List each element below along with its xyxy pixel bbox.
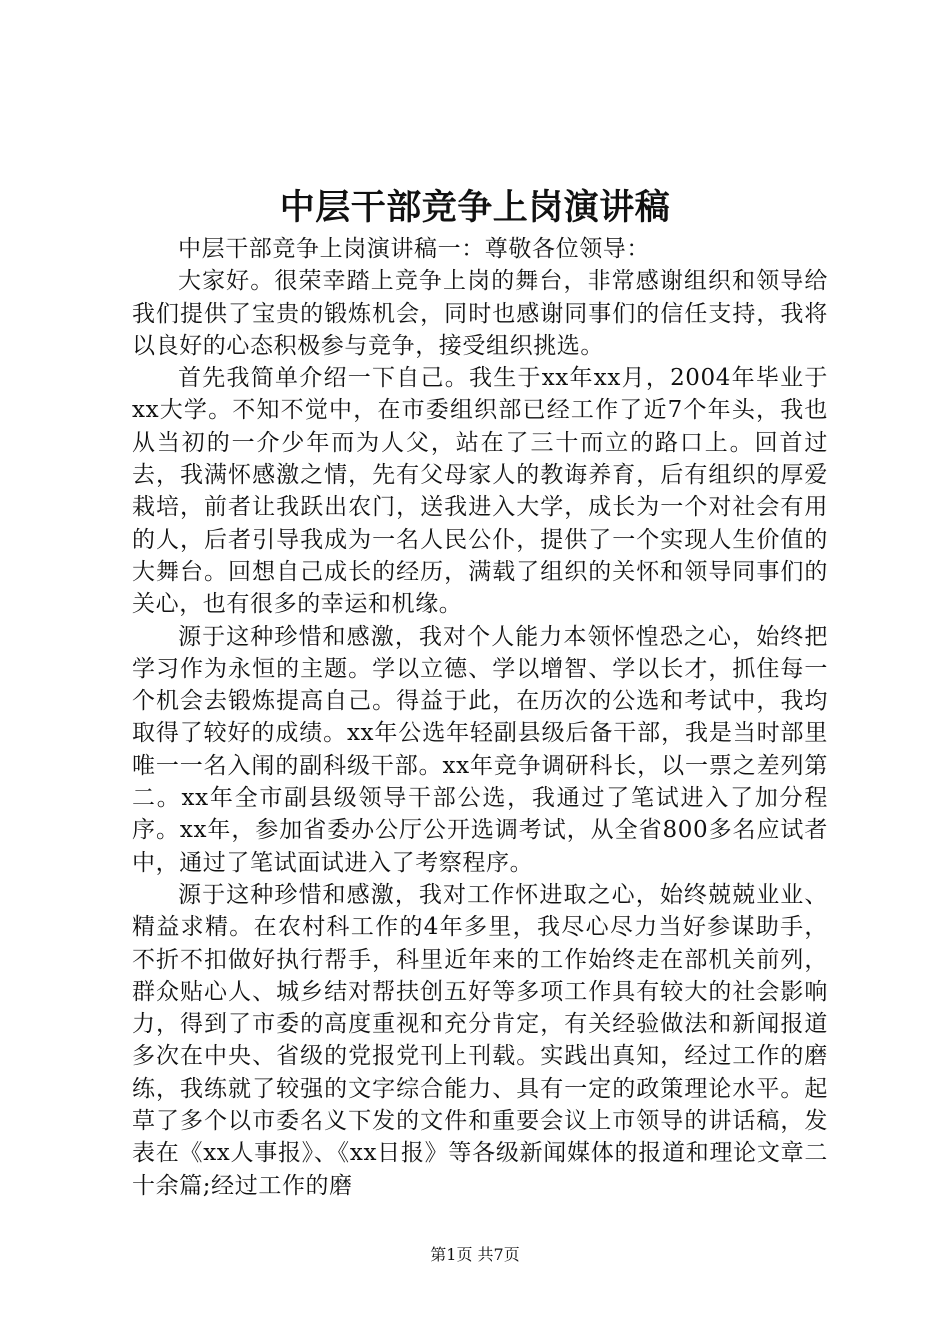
paragraph-greeting: 中层干部竞争上岗演讲稿一：尊敬各位领导： — [178, 236, 650, 262]
document-body — [132, 233, 828, 1202]
paragraph-self-introduction: 首先我简单介绍一下自己。我生于xx年xx月，2004年毕业于xx大学。不知不觉中，在市委组织部已经工作了近7个年头，我也从当初的一介少年而为人父，站在了三十而立的路口上。回首过去，我满怀感激之情，先有父母家人的教诲养育，后有组织的厚爱栽培，前者让我跃出农门，送我进入大学，成长为一个对社会有用的人，后者引导我成为一名人民公仆，提供了一个实现人生价值的大舞台。回想自己成长的经历，满载了组织的关怀和领导同事们的关心，也有很多的幸运和机缘。 — [132, 365, 828, 618]
paragraph-work: 源于这种珍惜和感激，我对工作怀进取之心，始终兢兢业业、精益求精。在农村科工作的4年多里，我尽心尽力当好参谋助手，不折不扣做好执行帮手，科里近年来的工作始终走在部机关前列，群众贴心人、城乡结对帮扶创五好等多项工作具有较大的社会影响力，得到了市委的高度重视和充分肯定，有关经验做法和新闻报道多次在中央、省级的党报党刊上刊载。实践出真知，经过工作的磨练，我练就了较强的文字综合能力、具有一定的政策理论水平。起草了多个以市委名义下发的文件和重要会议上市领导的讲话稿，发表在《xx人事报》、《xx日报》等各级新闻媒体的报道和理论文章二十余篇;经过工作的磨 — [132, 881, 828, 1199]
document-title: 中层干部竞争上岗演讲稿 — [279, 187, 671, 228]
page-number-footer: 第1页 共7页 — [430, 1245, 520, 1264]
paragraph-learning: 源于这种珍惜和感激，我对个人能力本领怀惶恐之心，始终把学习作为永恒的主题。学以立德、学以增智、学以长才，抓住每一个机会去锻炼提高自己。得益于此，在历次的公选和考试中，我均取得了较好的成绩。xx年公选年轻副县级后备干部，我是当时部里唯一一名入闱的副科级干部。xx年竞争调研科长，以一票之差列第二。xx年全市副县级领导干部公选，我通过了笔试进入了加分程序。xx年，参加省委办公厅公开选调考试，从全省800多名应试者中，通过了笔试面试进入了考察程序。 — [132, 623, 828, 876]
paragraph-thanks: 大家好。很荣幸踏上竞争上岗的舞台，非常感谢组织和领导给我们提供了宝贵的锻炼机会，同时也感谢同事们的信任支持，我将以良好的心态积极参与竞争，接受组织挑选。 — [132, 268, 828, 359]
